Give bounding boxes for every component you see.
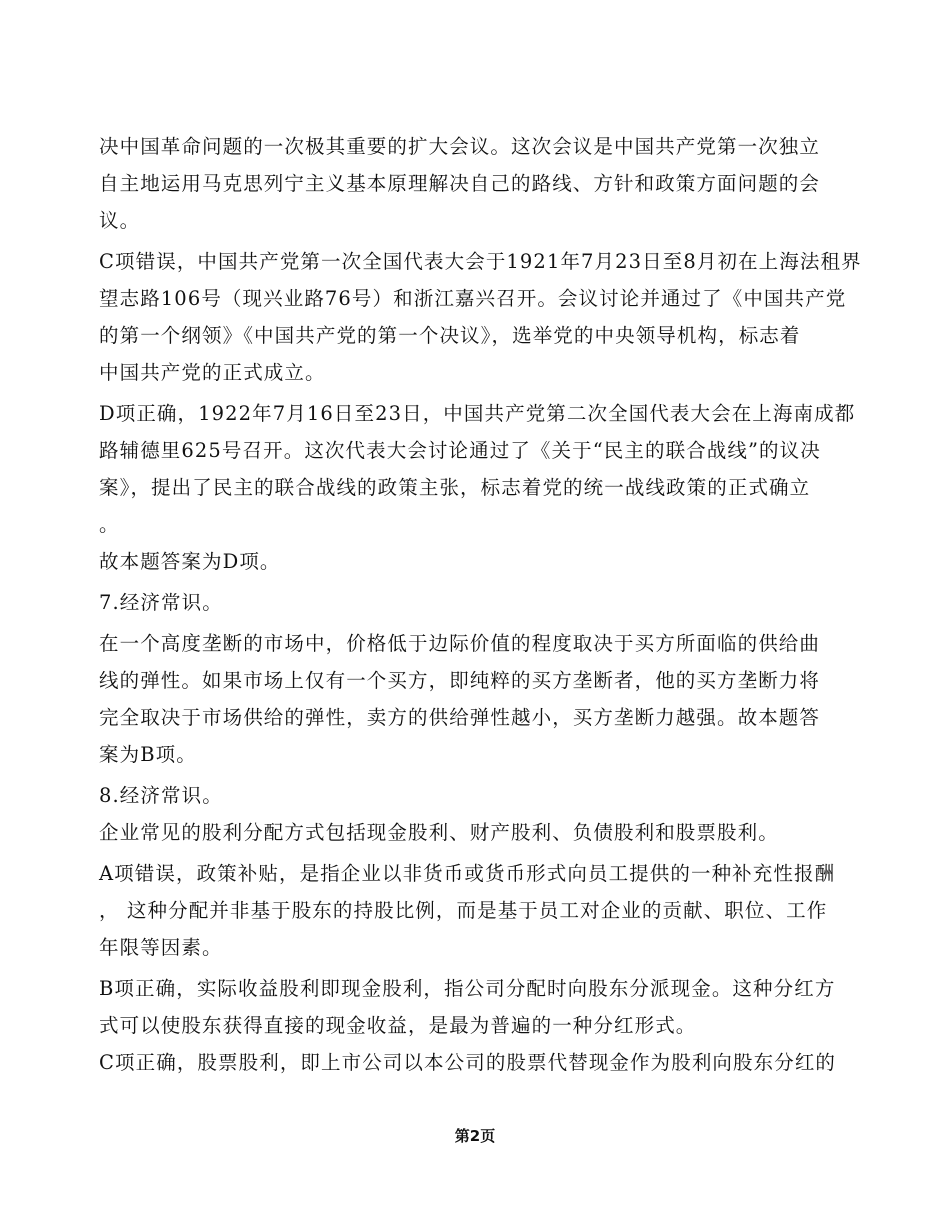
text-line: 年限等因素。 <box>99 936 223 959</box>
text-line: 案》，提出了民主的联合战线的政策主张，标志着党的统一战线政策的正式确立 <box>99 476 811 499</box>
question-heading-7 <box>99 584 859 621</box>
text-line: 议。 <box>99 209 141 232</box>
paragraph-meeting-continuation <box>99 128 859 239</box>
text-line: C项错误，中国共产党第一次全国代表大会于1921年7月23日至8月初在上海法租界 <box>99 250 862 273</box>
paragraph-answer-6 <box>99 543 859 580</box>
text-line: ， 这种分配并非基于股东的持股比例，而是基于员工对企业的贡献、职位、工作 <box>99 899 828 922</box>
text-line: 故本题答案为D项。 <box>99 550 281 573</box>
text-line: 的第一个纲领》《中国共产党的第一个决议》，选举党的中央领导机构，标志着 <box>99 324 801 347</box>
text-line: C项正确，股票股利，即上市公司以本公司的股票代替现金作为股利向股东分红的 <box>99 1051 837 1074</box>
document-body <box>99 128 862 1081</box>
text-line: 式可以使股东获得直接的现金收益，是最为普遍的一种分红形式。 <box>99 1014 697 1037</box>
text-line: 。 <box>99 513 120 536</box>
text-line: 线的弹性。如果市场上仅有一个买方，即纯粹的买方垄断者，他的买方垄断力将 <box>99 669 821 692</box>
question-heading-8 <box>99 777 859 814</box>
text-line: 企业常见的股利分配方式包括现金股利、财产股利、负债股利和股票股利。 <box>99 821 779 844</box>
text-line: 7.经济常识。 <box>99 591 223 614</box>
text-line: 路辅德里625号召开。这次代表大会讨论通过了《关于“民主的联合战线”的议决 <box>99 439 821 462</box>
paragraph-option-a-subsidy <box>99 855 859 966</box>
paragraph-dividend-types <box>99 814 859 851</box>
text-line: 在一个高度垄断的市场中，价格低于边际价值的程度取决于买方所面临的供给曲 <box>99 632 821 655</box>
text-line: 决中国革命问题的一次极其重要的扩大会议。这次会议是中国共产党第一次独立 <box>99 135 821 158</box>
text-line: A项错误，政策补贴，是指企业以非货币或货币形式向员工提供的一种补充性报酬 <box>99 862 836 885</box>
paragraph-monopsony <box>99 625 859 773</box>
page-number: 第2页 <box>454 1127 496 1145</box>
paragraph-option-c-first-congress <box>99 243 862 391</box>
text-line: 完全取决于市场供给的弹性，卖方的供给弹性越小，买方垄断力越强。故本题答 <box>99 706 821 729</box>
paragraph-option-d-second-congress <box>99 395 859 543</box>
paragraph-option-b-cash-dividend <box>99 970 859 1044</box>
paragraph-option-c-stock-dividend <box>99 1044 859 1081</box>
text-line: D项正确，1922年7月16日至23日，中国共产党第二次全国代表大会在上海南成都 <box>99 402 856 425</box>
text-line: 案为B项。 <box>99 743 197 766</box>
text-line: 8.经济常识。 <box>99 784 223 807</box>
text-line: 望志路106号（现兴业路76号）和浙江嘉兴召开。会议讨论并通过了《中国共产党 <box>99 287 847 310</box>
text-line: B项正确，实际收益股利即现金股利，指公司分配时向股东分派现金。这种分红方 <box>99 977 836 1000</box>
text-line: 自主地运用马克思列宁主义基本原理解决自己的路线、方针和政策方面问题的会 <box>99 172 821 195</box>
text-line: 中国共产党的正式成立。 <box>99 361 326 384</box>
